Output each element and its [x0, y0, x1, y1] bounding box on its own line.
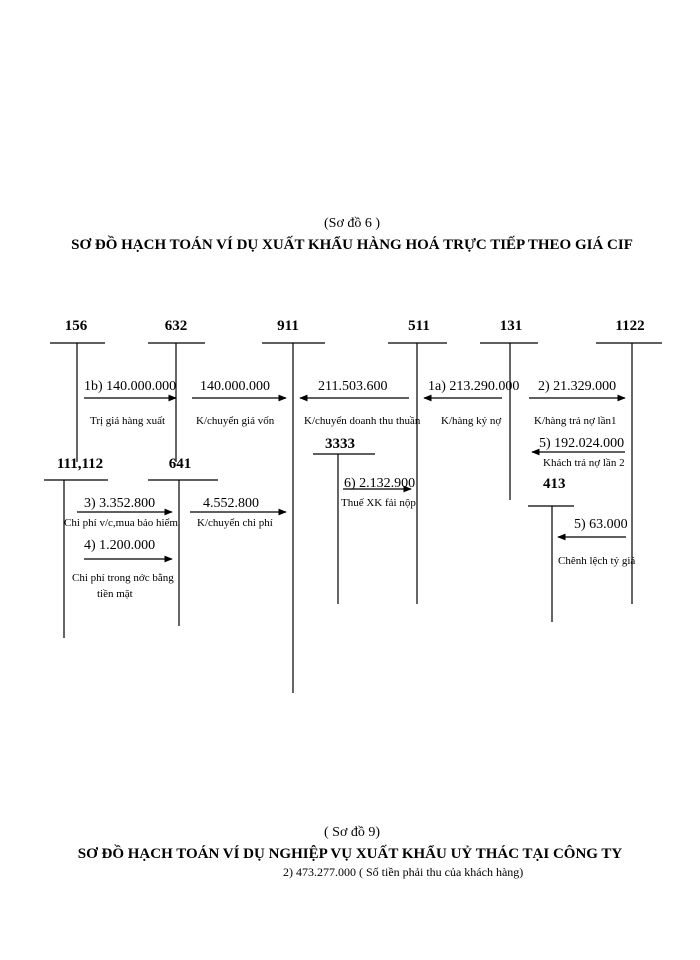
entry-3-amount: 3) 3.352.800: [84, 496, 156, 511]
diagram6-title: SƠ ĐỒ HẠCH TOÁN VÍ DỤ XUẤT KHẨU HÀNG HOÁ TRỰC TIẾP THEO GIÁ CIF: [71, 237, 633, 253]
diagram9-entry: 2) 473.277.000 ( Số tiền phải thu của khách hàng): [283, 865, 524, 879]
entry-6-desc: Thuế XK fải nộp: [341, 497, 416, 509]
entry-911-amount: 211.503.600: [318, 379, 388, 394]
entry-6-amount: 6) 2.132.900: [344, 476, 416, 491]
diagram6-subtitle: (Sơ đồ 6 ): [323, 216, 381, 231]
account-111112-label: 111,112: [56, 456, 104, 472]
account-911-label: 911: [277, 318, 299, 334]
entry-5b-amount: 5) 63.000: [574, 517, 628, 532]
entry-3-desc: Chi phí v/c,mua bảo hiểm: [64, 517, 178, 529]
entry-1a-amount: 1a) 213.290.000: [428, 379, 520, 394]
account-641-label: 641: [168, 456, 192, 472]
entry-632-amount: 140.000.000: [200, 379, 270, 394]
entry-2-desc: K/hàng trả nợ lần1: [534, 415, 617, 427]
account-131-label: 131: [499, 318, 523, 334]
entry-4-desc-line2: tiền mặt: [97, 588, 133, 600]
account-156-label: 156: [64, 318, 88, 334]
entry-5a-desc: Khách trả nợ lần 2: [543, 457, 625, 469]
entry-4-amount: 4) 1.200.000: [84, 538, 156, 553]
entry-5b-desc: Chênh lệch tỷ giá: [558, 555, 636, 567]
entry-1b-desc: Trị giá hàng xuất: [90, 415, 166, 427]
entry-911-desc: K/chuyển doanh thu thuần: [304, 415, 421, 427]
entry-632-desc: K/chuyển giá vốn: [196, 415, 275, 427]
entry-4-desc-line1: Chi phí trong nớc bằng: [72, 572, 174, 584]
entry-5a-amount: 5) 192.024.000: [539, 436, 625, 451]
entry-1a-desc: K/hàng ký nợ: [441, 415, 502, 427]
entry-641-amount: 4.552.800: [203, 496, 259, 511]
diagram9-title: SƠ ĐỒ HẠCH TOÁN VÍ DỤ NGHIỆP VỤ XUẤT KHẨU UỶ THÁC TẠI CÔNG TY: [77, 846, 623, 862]
account-632-label: 632: [164, 318, 188, 334]
account-1122-label: 1122: [615, 318, 645, 334]
entry-641-desc: K/chuyển chi phí: [197, 517, 273, 529]
account-511-label: 511: [408, 318, 430, 334]
diagram9-subtitle: ( Sơ đồ 9): [323, 825, 381, 840]
account-413-label: 413: [543, 476, 566, 492]
entry-2-amount: 2) 21.329.000: [538, 379, 617, 394]
entry-1b-amount: 1b) 140.000.000: [84, 379, 177, 394]
account-3333-label: 3333: [325, 436, 355, 452]
